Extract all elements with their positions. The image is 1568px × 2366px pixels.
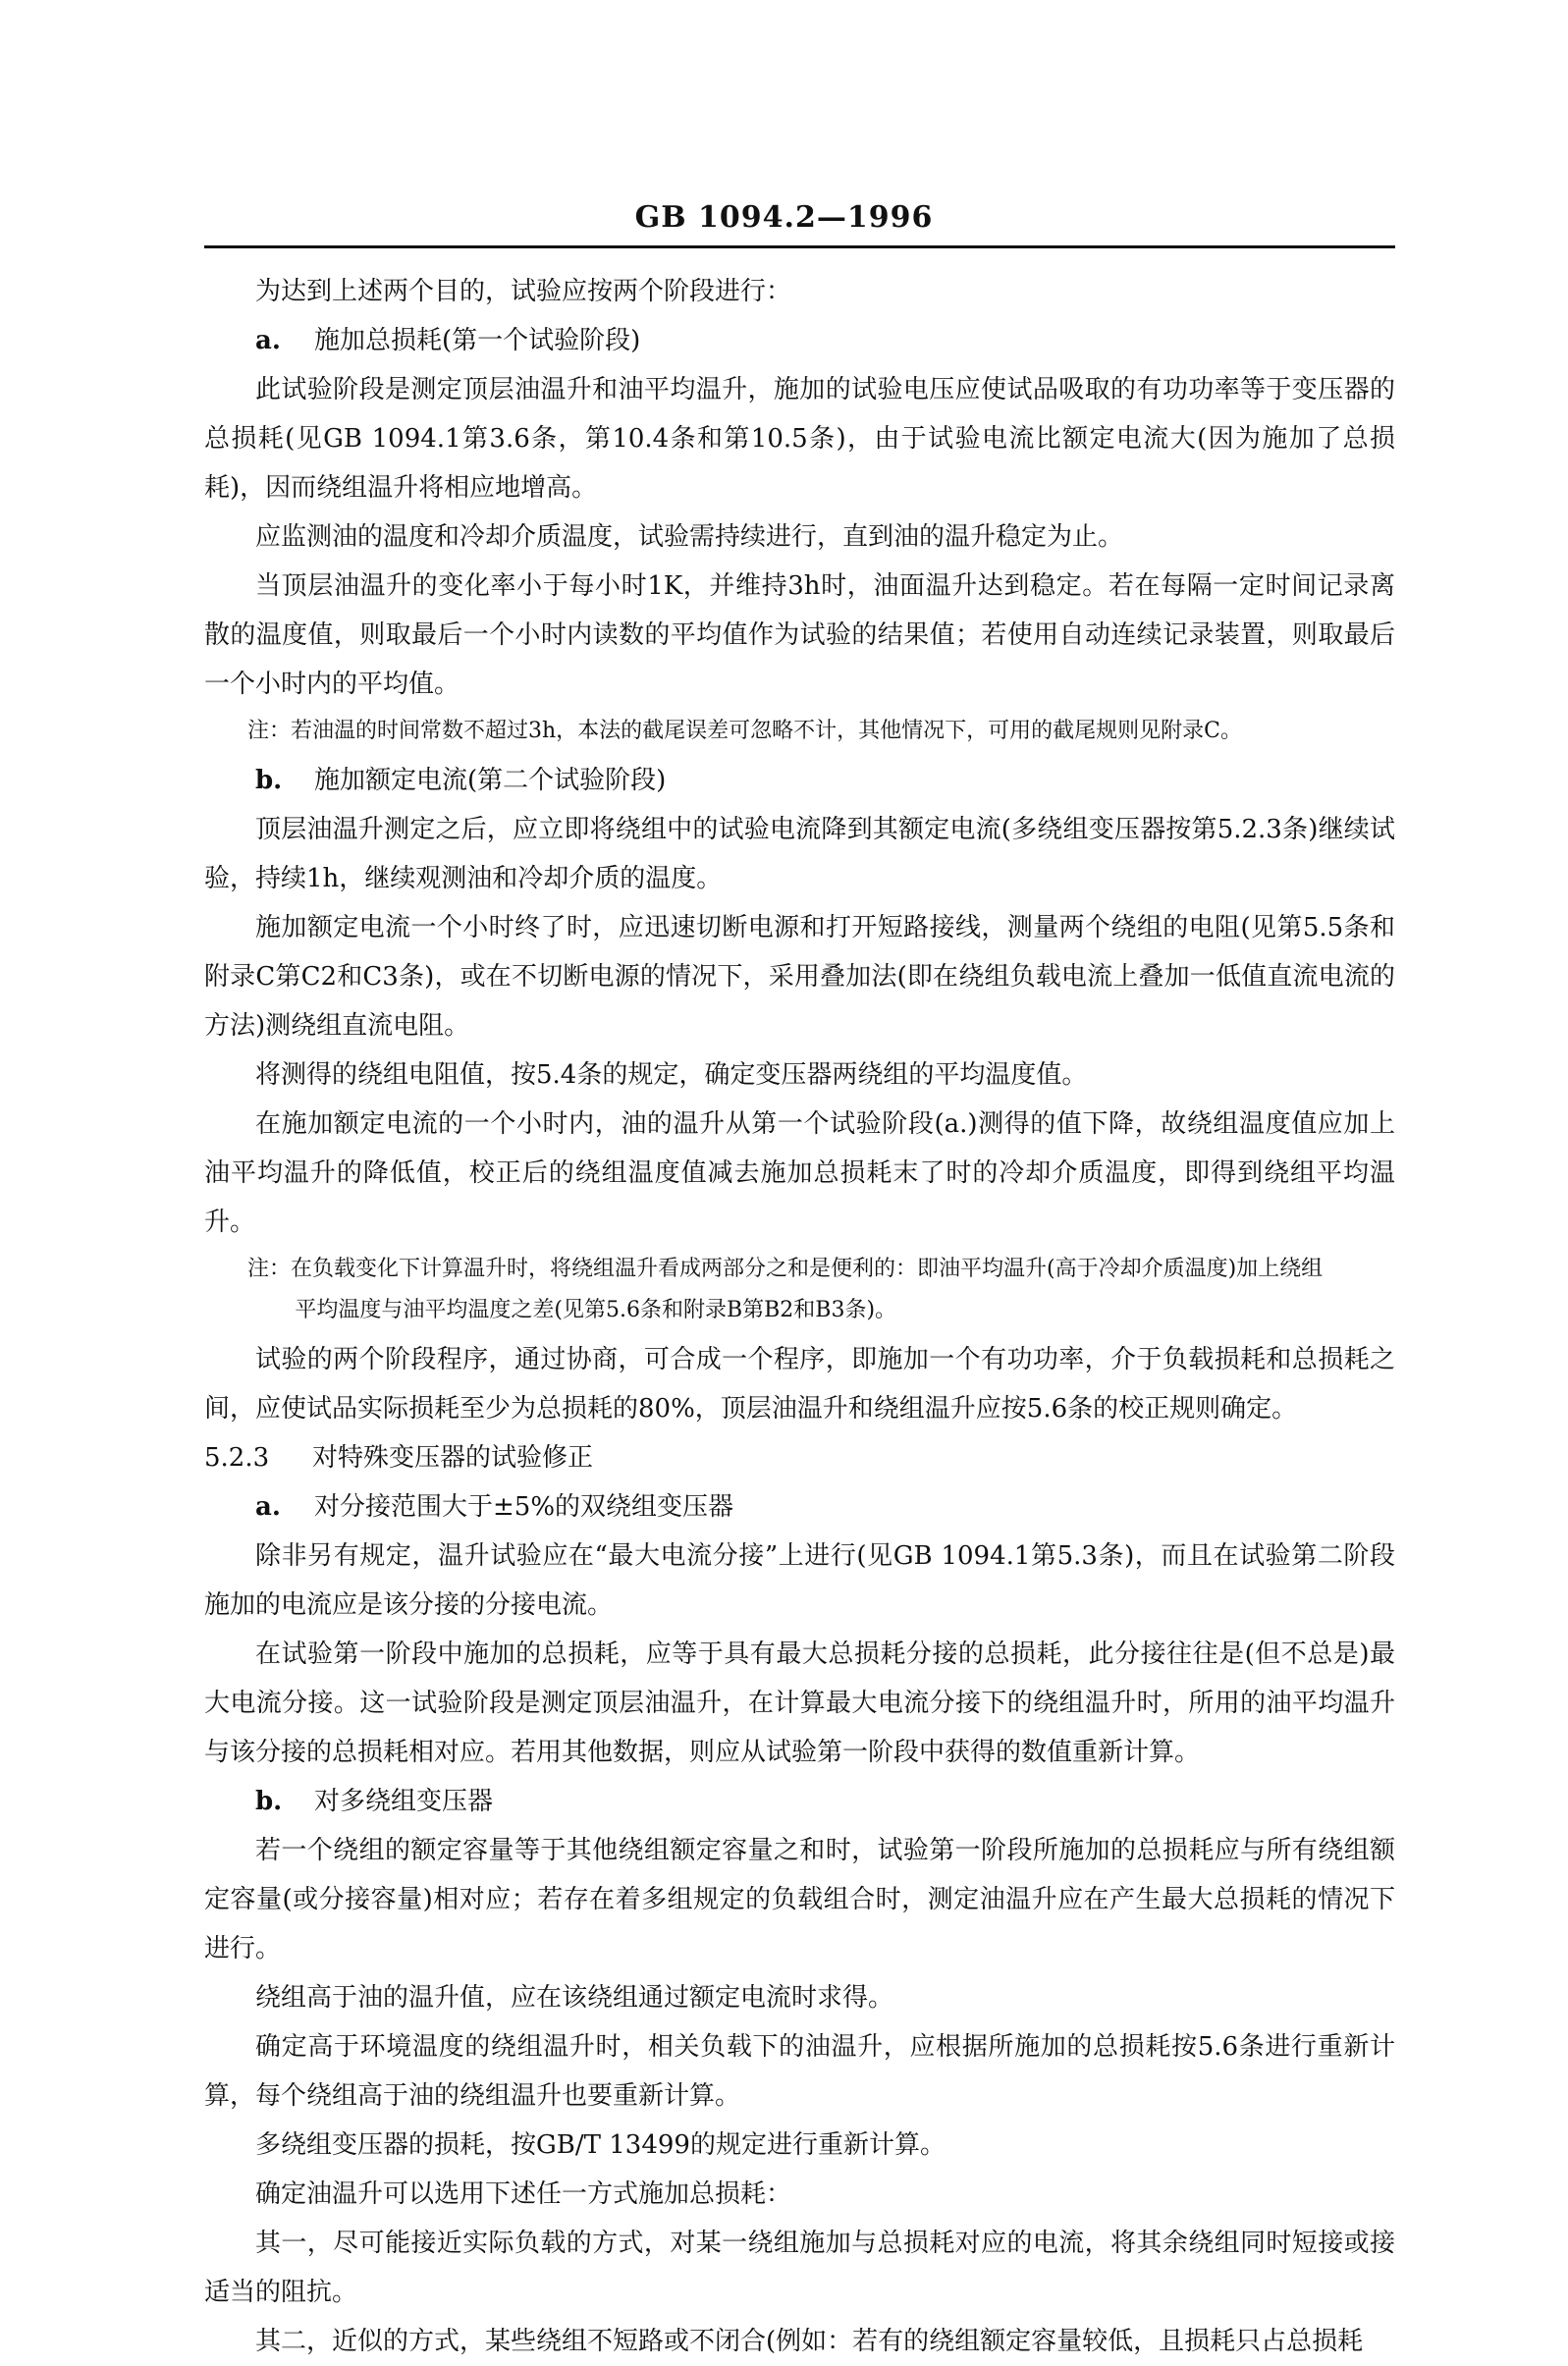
paragraph: 其一，尽可能接近实际负载的方式，对某一绕组施加与总损耗对应的电流，将其余绕组同时短接或接适当的阻抗。 <box>204 2229 1395 2307</box>
item-a-heading <box>204 316 1395 365</box>
paragraph: 当顶层油温升的变化率小于每小时1K，并维持3h时，油面温升达到稳定。若在每隔一定时间记录离散的温度值，则取最后一个小时内读数的平均值作为试验的结果值；若使用自动连续记录装置，则取最后一个小时内的平均值。 <box>204 571 1395 699</box>
paragraph: 确定油温升可以选用下述任一方式施加总损耗： <box>255 2179 792 2209</box>
note-line: 平均温度与油平均温度之差(见第5.6条和附录B第B2和B3条)。 <box>295 1298 897 1322</box>
item-text: 对分接范围大于±5%的双绕组变压器 <box>314 1492 734 1522</box>
paragraph: 确定高于环境温度的绕组温升时，相关负载下的油温升，应根据所施加的总损耗按5.6条进行重新计算，每个绕组高于油的绕组温升也要重新计算。 <box>204 2032 1395 2111</box>
paragraph: 此试验阶段是测定顶层油温升和油平均温升，施加的试验电压应使试品吸取的有功功率等于变压器的总损耗(见GB 1094.1第3.6条，第10.4条和第10.5条)，由于试验电流比额定电流大(因为施加了总损耗)，因而绕组温升将相应地增高。 <box>204 375 1395 503</box>
paragraph: 其二，近似的方式，某些绕组不短路或不闭合(例如：若有的绕组额定容量较低，且损耗只占总损耗 <box>255 2327 1364 2356</box>
note-line: 注：在负载变化下计算温升时，将绕组温升看成两部分之和是便利的：即油平均温升(高于冷却介质温度)加上绕组 <box>247 1257 1324 1281</box>
paragraph: 试验的两个阶段程序，通过协商，可合成一个程序，即施加一个有功功率，介于负载损耗和总损耗之间，应使试品实际损耗至少为总损耗的80%，顶层油温升和绕组温升应按5.6条的校正规则确定。 <box>204 1345 1395 1424</box>
note <box>204 1249 1395 1331</box>
item-text: 施加额定电流(第二个试验阶段) <box>314 766 667 795</box>
section-number: 5.2.3 <box>204 1443 270 1473</box>
item-label: b. <box>255 766 283 795</box>
item-label: a. <box>255 326 281 355</box>
paragraph: 为达到上述两个目的，试验应按两个阶段进行： <box>255 277 792 306</box>
item-b-heading <box>204 756 1395 805</box>
paragraph: 绕组高于油的温升值，应在该绕组通过额定电流时求得。 <box>255 1983 894 2013</box>
paragraph: 在施加额定电流的一个小时内，油的温升从第一个试验阶段(a.)测得的值下降，故绕组温度值应加上油平均温升的降低值，校正后的绕组温度值减去施加总损耗末了时的冷却介质温度，即得到绕组平均温升。 <box>204 1109 1395 1237</box>
header-rule <box>204 245 1395 248</box>
section-title: 对特殊变压器的试验修正 <box>312 1443 594 1473</box>
paragraph: 多绕组变压器的损耗，按GB/T 13499的规定进行重新计算。 <box>255 2130 946 2160</box>
item-text: 施加总损耗(第一个试验阶段) <box>314 326 641 355</box>
document-body <box>204 267 1395 2366</box>
note: 注：若油温的时间常数不超过3h，本法的截尾误差可忽略不计，其他情况下，可用的截尾规则见附录C。 <box>247 719 1243 743</box>
item-label: b. <box>255 1787 283 1816</box>
paragraph: 施加额定电流一个小时终了时，应迅速切断电源和打开短路接线，测量两个绕组的电阻(见第5.5条和附录C第C2和C3条)，或在不切断电源的情况下，采用叠加法(即在绕组负载电流上叠加一低值直流电流的方法)测绕组直流电阻。 <box>204 913 1395 1041</box>
paragraph: 将测得的绕组电阻值，按5.4条的规定，确定变压器两绕组的平均温度值。 <box>255 1060 1088 1090</box>
item-text: 对多绕组变压器 <box>314 1787 494 1816</box>
item-label: a. <box>255 1492 281 1522</box>
paragraph: 在试验第一阶段中施加的总损耗，应等于具有最大总损耗分接的总损耗，此分接往往是(但不总是)最大电流分接。这一试验阶段是测定顶层油温升，在计算最大电流分接下的绕组温升时，所用的油平均温升与该分接的总损耗相对应。若用其他数据，则应从试验第一阶段中获得的数值重新计算。 <box>204 1640 1395 1767</box>
page-header-standard-code: GB 1094.2—1996 <box>634 200 934 235</box>
section-heading <box>204 1433 1395 1482</box>
paragraph: 若一个绕组的额定容量等于其他绕组额定容量之和时，试验第一阶段所施加的总损耗应与所有绕组额定容量(或分接容量)相对应；若存在着多组规定的负载组合时，测定油温升应在产生最大总损耗的情况下进行。 <box>204 1836 1395 1963</box>
item-b-heading <box>204 1777 1395 1826</box>
paragraph: 顶层油温升测定之后，应立即将绕组中的试验电流降到其额定电流(多绕组变压器按第5.2.3条)继续试验，持续1h，继续观测油和冷却介质的温度。 <box>204 815 1395 893</box>
paragraph: 应监测油的温度和冷却介质温度，试验需持续进行，直到油的温升稳定为止。 <box>255 522 1124 552</box>
paragraph: 除非另有规定，温升试验应在“最大电流分接”上进行(见GB 1094.1第5.3条)，而且在试验第二阶段施加的电流应是该分接的分接电流。 <box>204 1541 1395 1620</box>
item-a-heading <box>204 1482 1395 1532</box>
